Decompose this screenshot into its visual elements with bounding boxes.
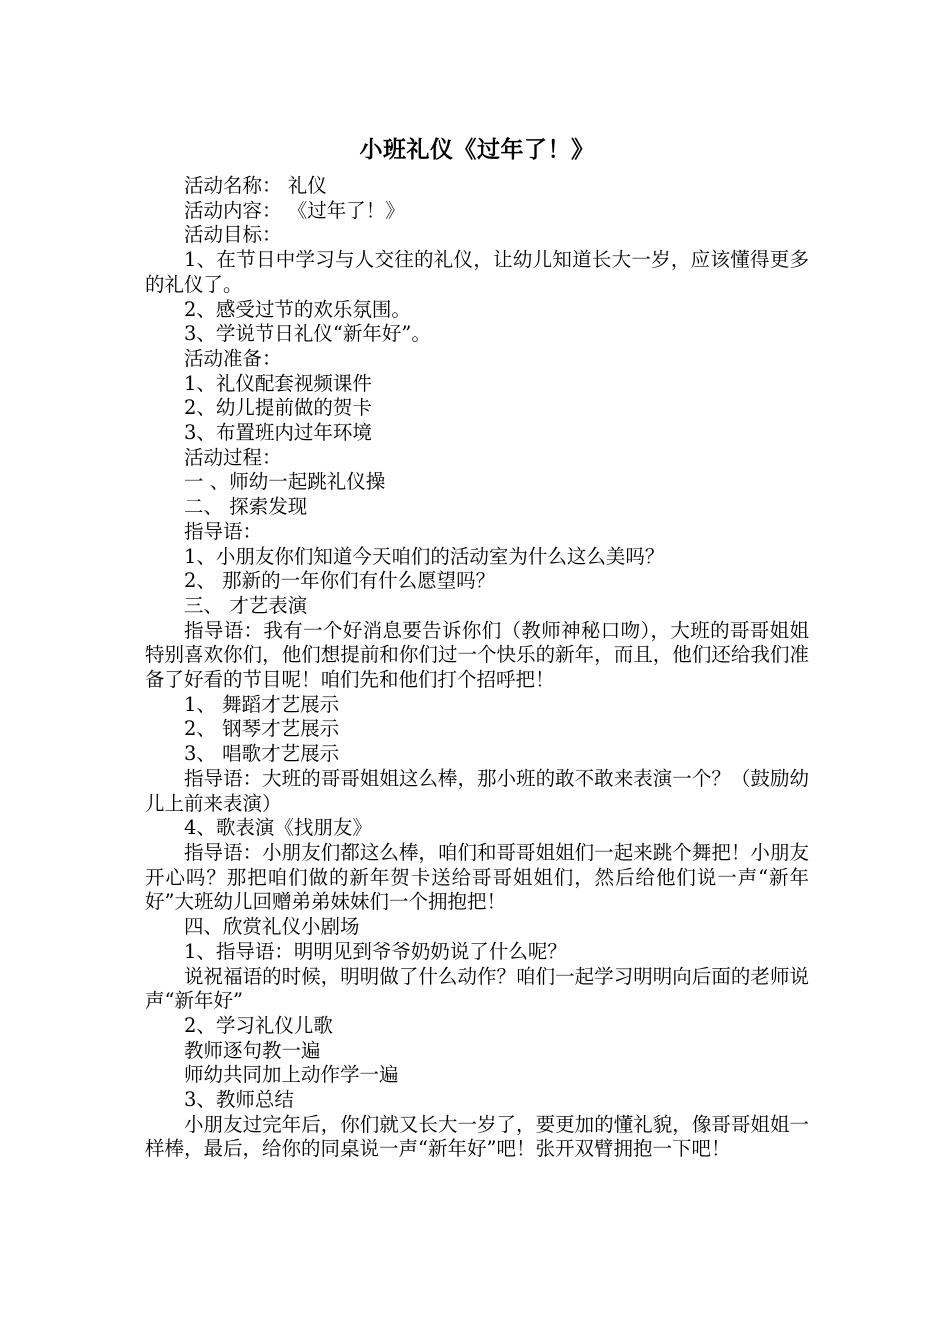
paragraph-talent-4: 4、歌表演《找朋友》 xyxy=(184,816,372,840)
paragraph-goals-heading: 活动目标： xyxy=(184,223,282,247)
paragraph-teach-action: 师幼共同加上动作学一遍 xyxy=(184,1063,399,1087)
paragraph-prep-heading: 活动准备： xyxy=(184,346,282,370)
paragraph-prep-2: 2、幼儿提前做的贺卡 xyxy=(184,396,372,420)
paragraph-step-4: 四、欣赏礼仪小剧场 xyxy=(184,915,360,939)
paragraph-guide-heading: 指导语： xyxy=(184,519,263,543)
paragraph-goal-1: 1、在节日中学习与人交往的礼仪，让幼儿知道长大一岁，应该懂得更多的礼仪了。 xyxy=(145,248,809,296)
document-title: 小班礼仪《过年了！》 xyxy=(359,136,595,163)
document-page xyxy=(145,130,809,1162)
paragraph-theater-2: 2、学习礼仪儿歌 xyxy=(184,1013,333,1037)
paragraph-teach-line: 教师逐句教一遍 xyxy=(184,1038,321,1062)
paragraph-activity-name: 活动名称： 礼仪 xyxy=(184,174,327,197)
paragraph-theater-1: 1、指导语：明明见到爷爷奶奶说了什么呢？ xyxy=(184,939,567,963)
paragraph-talent-1: 1、 舞蹈才艺展示 xyxy=(184,692,340,716)
paragraph-step-2: 二、 探索发现 xyxy=(184,495,308,519)
paragraph-question-2: 2、 那新的一年你们有什么愿望吗？ xyxy=(184,569,496,593)
paragraph-guide-perform: 指导语：大班的哥哥姐姐这么棒，那小班的敢不敢来表演一个？（鼓励幼儿上前来表演） xyxy=(145,766,809,815)
paragraph-summary: 小朋友过完年后，你们就又长大一岁了，要更加的懂礼貌，像哥哥姐姐一样棒，最后，给你的同桌说一声“新年好”吧！张开双臂拥抱一下吧！ xyxy=(145,1112,809,1161)
paragraph-theater-note: 说祝福语的时候，明明做了什么动作？咱们一起学习明明向后面的老师说声“新年好” xyxy=(145,964,809,1013)
paragraph-goal-3: 3、学说节日礼仪“新年好”。 xyxy=(184,322,431,346)
paragraph-prep-3: 3、布置班内过年环境 xyxy=(184,421,372,445)
paragraph-talent-2: 2、 钢琴才艺展示 xyxy=(184,717,340,741)
paragraph-step-1: 一 、师幼一起跳礼仪操 xyxy=(184,470,386,494)
paragraph-talent-3: 3、 唱歌才艺展示 xyxy=(184,742,340,766)
paragraph-step-3: 三、 才艺表演 xyxy=(184,593,308,617)
paragraph-guide-talent: 指导语：我有一个好消息要告诉你们（教师神秘口吻），大班的哥哥姐姐特别喜欢你们，他们想提前和你们过一个快乐的新年，而且，他们还给我们准备了好看的节目呢！咱们先和他们打个招呼把！ xyxy=(145,618,809,692)
paragraph-question-1: 1、小朋友你们知道今天咱们的活动室为什么这么美吗？ xyxy=(184,544,665,568)
paragraph-prep-1: 1、礼仪配套视频课件 xyxy=(184,371,372,395)
paragraph-summary-heading: 3、教师总结 xyxy=(184,1088,294,1112)
paragraph-guide-dance: 指导语：小朋友们都这么棒，咱们和哥哥姐姐们一起来跳个舞把！小朋友开心吗？那把咱们做的新年贺卡送给哥哥姐姐们，然后给他们说一声“新年好”大班幼儿回赠弟弟妹妹们一个拥抱把！ xyxy=(145,840,809,914)
paragraph-activity-content: 活动内容： 《过年了！》 xyxy=(184,198,405,222)
paragraph-process-heading: 活动过程： xyxy=(184,445,282,469)
paragraph-goal-2: 2、感受过节的欢乐氛围。 xyxy=(184,297,411,321)
